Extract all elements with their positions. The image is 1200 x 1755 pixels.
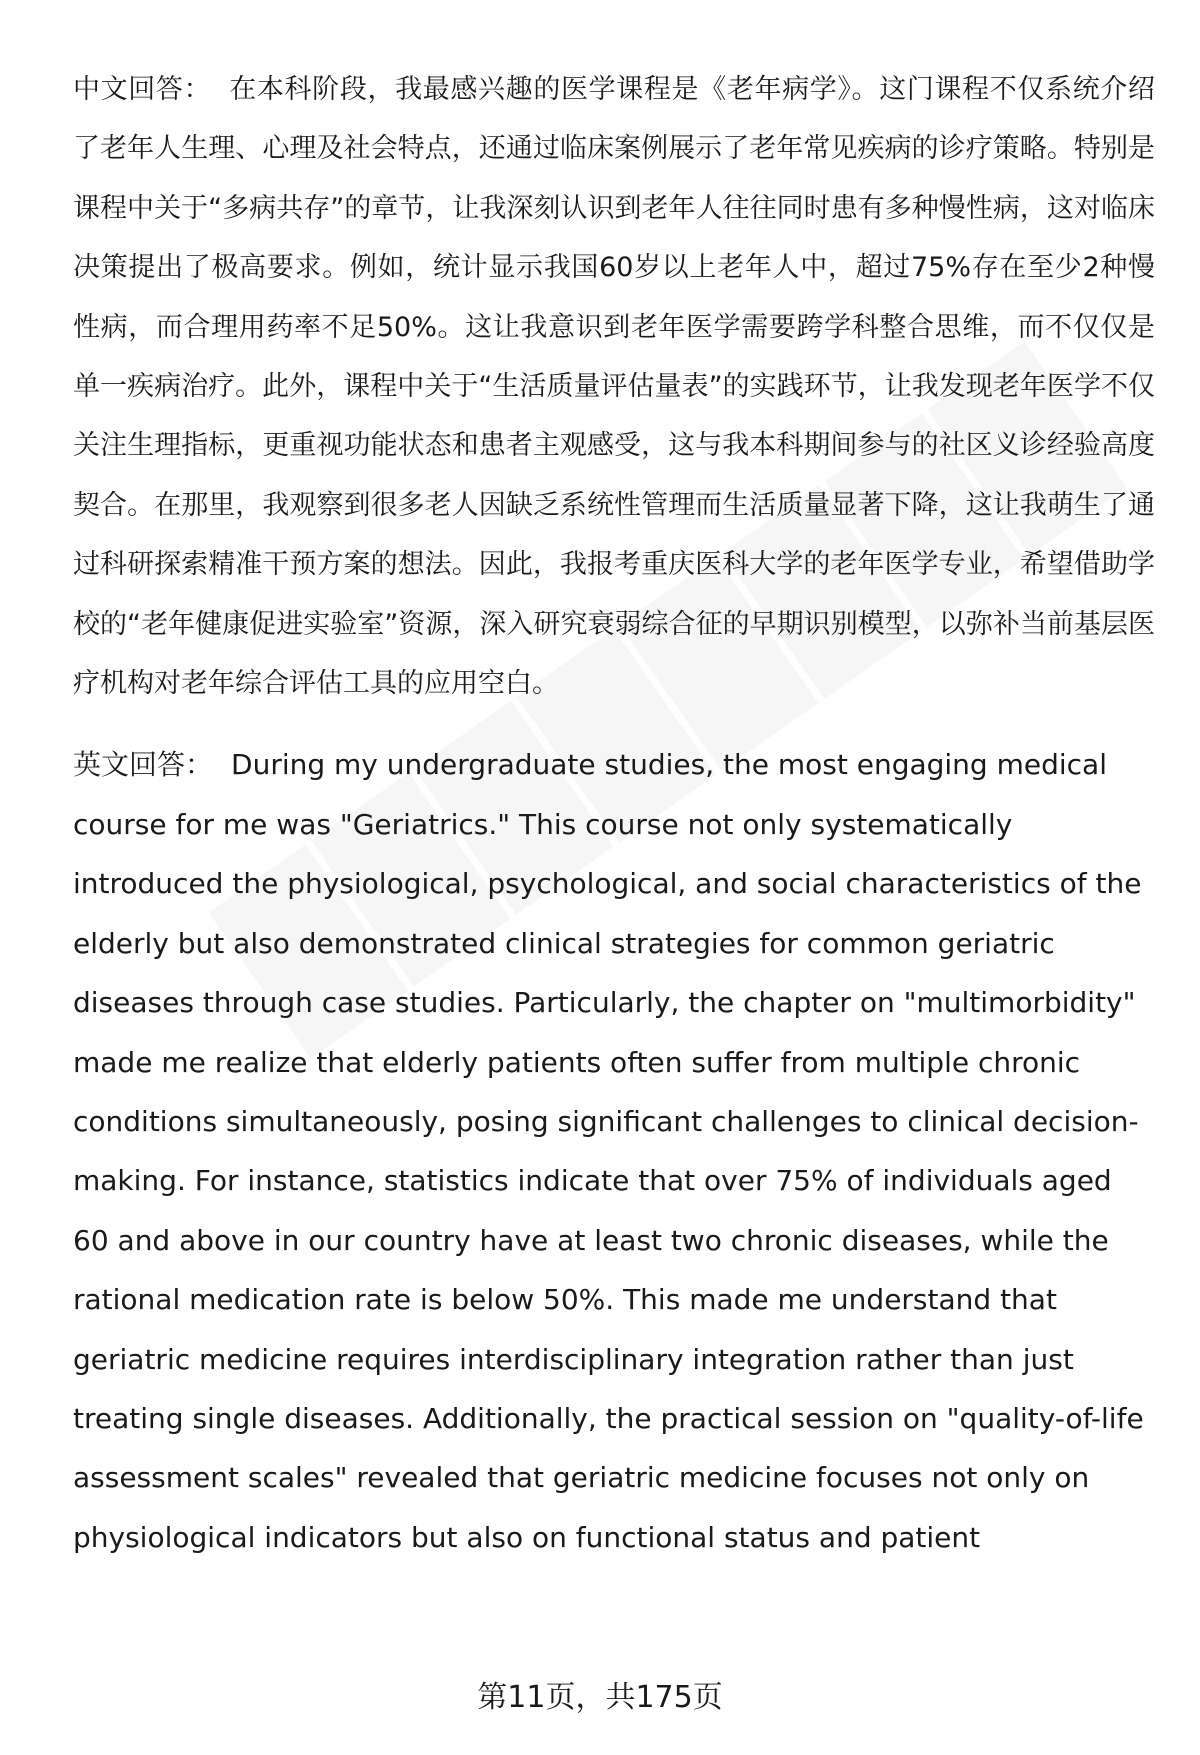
chinese-answer-text: 在本科阶段，我最感兴趣的医学课程是《老年病学》。这门课程不仅系统介绍了老年人生理、心理及社会特点，还通过临床案例展示了老年常见疾病的诊疗策略。特别是课程中关于“多病共存”的章节，让我深刻认识到老年人往往同时患有多种慢性病，这对临床决策提出了极高要求。例如，统计显示我国60岁以上老年人中，超过75%存在至少2种慢性病，而合理用药率不足50%。这让我意识到老年医学需要跨学科整合思维，而不仅仅是单一疾病治疗。此外，课程中关于“生活质量评估量表”的实践环节，让我发现老年医学不仅关注生理指标，更重视功能状态和患者主观感受，这与我本科期间参与的社区义诊经验高度契合。在那里，我观察到很多老人因缺乏系统性管理而生活质量显著下降，这让我萌生了通过科研探索精准干预方案的想法。因此，我报考重庆医科大学的老年医学专业，希望借助学校的“老年健康促进实验室”资源，深入研究衰弱综合征的早期识别模型，以弥补当前基层医疗机构对老年综合评估工具的应用空白。 — [73, 74, 1156, 700]
english-answer-paragraph — [73, 735, 1155, 1567]
page-content — [73, 60, 1155, 1567]
english-answer-label: 英文回答： — [73, 748, 214, 782]
english-answer-text: During my undergraduate studies, the most engaging medical course for me was "Geriatrics." This course not only systematically introduced the physiological, psychological, and social characteristics of the elderly but also demonstrated clinical strategies for common geriatric diseases through case studies. Particularly, the chapter on "multimorbidity" made me realize that elderly patients often suffer from multiple chronic conditions simultaneously, posing significant challenges to clinical decision-making. For instance, statistics indicate that over 75% of individuals aged 60 and above in our country have at least two chronic diseases, while the rational medication rate is below 50%. This made me understand that geriatric medicine requires interdisciplinary integration rather than just treating single diseases. Additionally, the practical session on "quality-of-life assessment scales" revealed that geriatric medicine focuses not only on physiological indicators but also on functional status and patient — [73, 748, 1144, 1554]
chinese-answer-paragraph — [73, 60, 1155, 713]
page-number-footer: 第11页，共175页 — [477, 1680, 723, 1715]
chinese-answer-label: 中文回答： — [73, 74, 212, 105]
